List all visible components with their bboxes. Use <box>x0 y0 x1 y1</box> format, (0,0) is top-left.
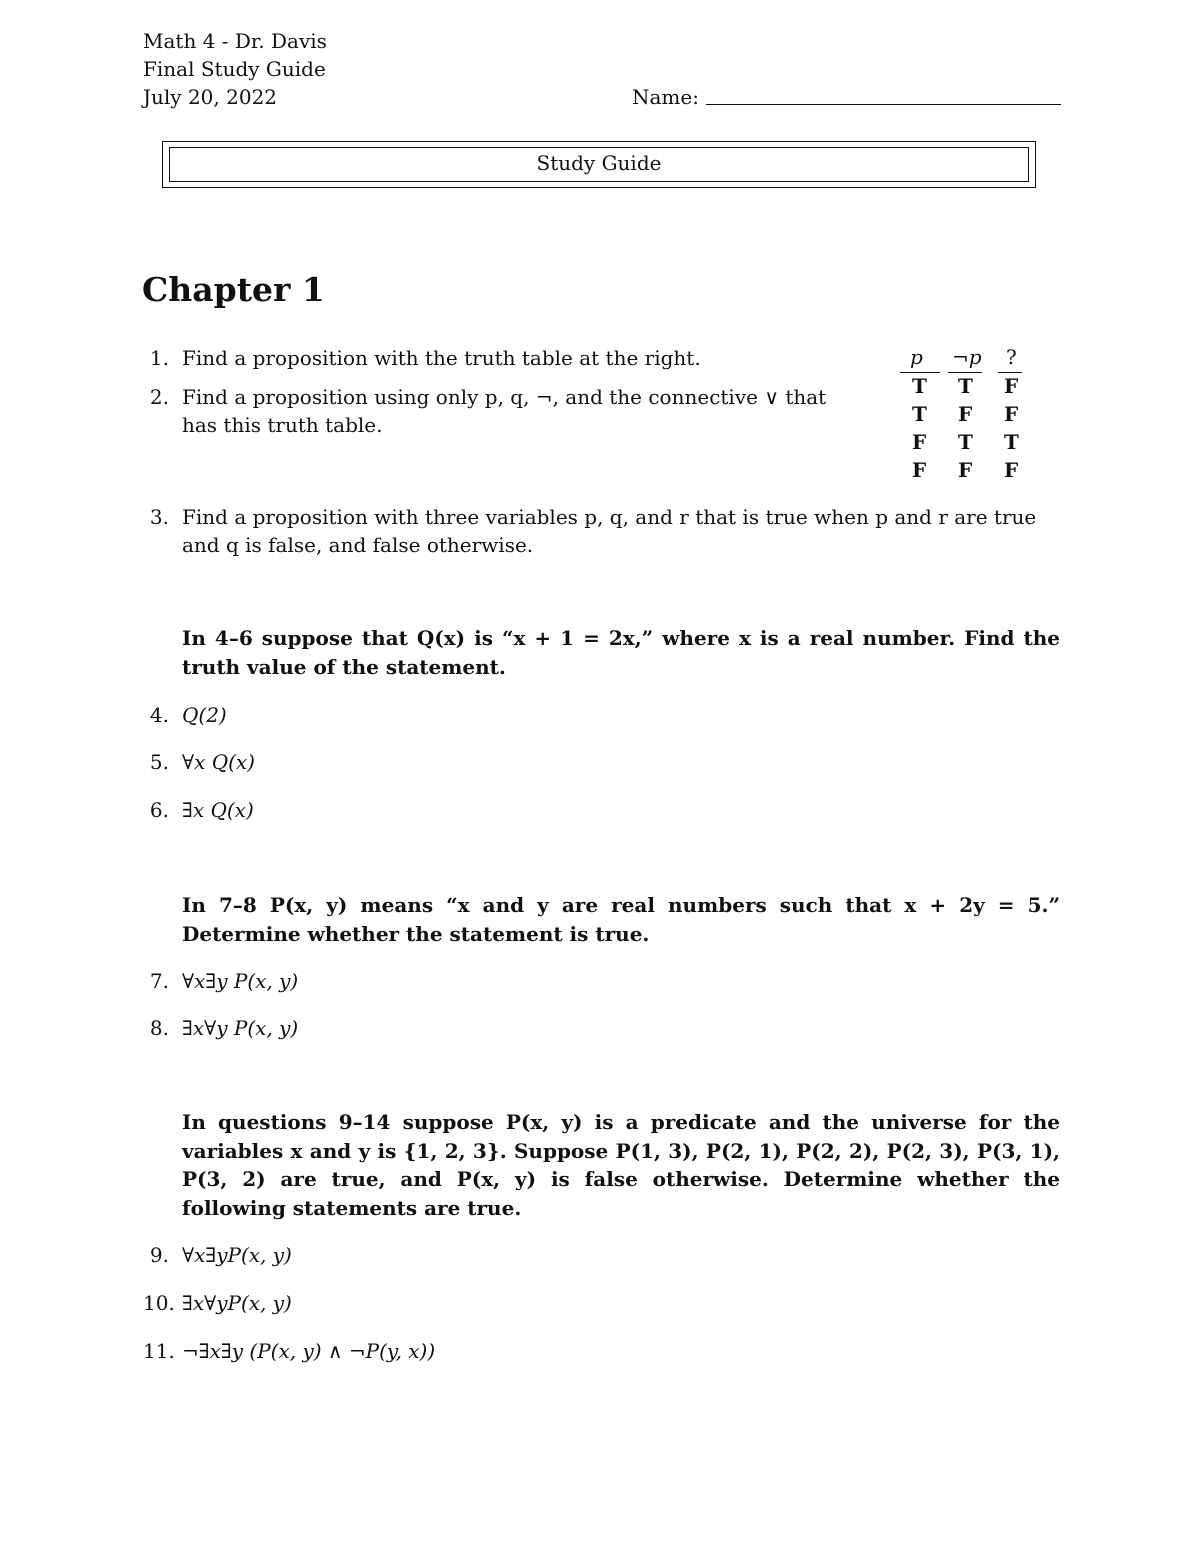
question-number: 11. <box>143 1339 175 1363</box>
truth-table-cell: F <box>1004 402 1019 426</box>
question-number: 9. <box>149 1243 169 1267</box>
question-number: 3. <box>149 505 169 529</box>
question-text: ¬∃x∃y (P(x, y) ∧ ¬P(y, x)) <box>182 1339 436 1363</box>
truth-table-cell: T <box>958 374 973 398</box>
date-text: July 20, 2022 <box>143 85 278 109</box>
question-text: Find a proposition with three variables p, q, and r that is true when p and r are true <box>182 505 1037 529</box>
question-number: 4. <box>149 703 169 727</box>
question-number: 6. <box>149 798 169 822</box>
question-number: 1. <box>149 346 169 370</box>
name-label: Name: <box>632 85 699 109</box>
banner-title: Study Guide <box>169 147 1029 182</box>
chapter-heading: Chapter 1 <box>142 270 325 309</box>
guide-title: Final Study Guide <box>143 57 326 81</box>
section-instructions: In questions 9–14 suppose P(x, y) is a predicate and the universe for the variables x and y is {1, 2, 3}. Suppose P(1, 3), P(2, 1), P(2, 2), P(2, 3), P(3, 1), P(3, 2) are true, and P(x, y) is false otherwise. Determine whether the following statements are true. <box>182 1110 1060 1220</box>
question-text: ∃x∀yP(x, y) <box>182 1291 292 1315</box>
course-title: Math 4 - Dr. Davis <box>143 29 327 53</box>
question-number: 2. <box>149 385 169 409</box>
truth-table-cell: F <box>958 458 973 482</box>
question-number: 8. <box>149 1016 169 1040</box>
question-text: Q(2) <box>182 703 227 727</box>
name-blank-line[interactable] <box>706 104 1061 105</box>
question-text: Find a proposition with the truth table at the right. <box>182 346 701 370</box>
question-text: ∀x∃yP(x, y) <box>182 1243 292 1267</box>
truth-table-cell: T <box>1004 430 1019 454</box>
truth-table-cell: T <box>912 402 927 426</box>
truth-table-cell: F <box>1004 458 1019 482</box>
question-number: 5. <box>149 750 169 774</box>
truth-table-cell: F <box>958 402 973 426</box>
question-text: ∀x∃y P(x, y) <box>182 969 299 993</box>
question-number: 10. <box>143 1291 175 1315</box>
truth-table-header-p: p <box>910 345 923 369</box>
question-text: and q is false, and false otherwise. <box>182 533 534 557</box>
section-instructions: In 7–8 P(x, y) means “x and y are real numbers such that x + 2y = 5.” Determine whether the statement is true. <box>182 893 1060 946</box>
question-text: has this truth table. <box>182 413 383 437</box>
truth-table-header-not-p: ¬p <box>952 345 982 369</box>
section-instructions: In 4–6 suppose that Q(x) is “x + 1 = 2x,” where x is a real number. Find the truth value of the statement. <box>182 626 1060 679</box>
truth-table-cell: T <box>958 430 973 454</box>
truth-table-cell: F <box>912 430 927 454</box>
question-text: ∃x∀y P(x, y) <box>182 1016 299 1040</box>
question-text: Find a proposition using only p, q, ¬, and the connective ∨ that <box>182 385 827 409</box>
question-text: ∃x Q(x) <box>182 798 254 822</box>
truth-table-cell: F <box>912 458 927 482</box>
truth-table-cell: F <box>1004 374 1019 398</box>
truth-table-cell: T <box>912 374 927 398</box>
question-number: 7. <box>149 969 169 993</box>
question-text: ∀x Q(x) <box>182 750 255 774</box>
truth-table-header-unknown: ? <box>1006 345 1017 369</box>
